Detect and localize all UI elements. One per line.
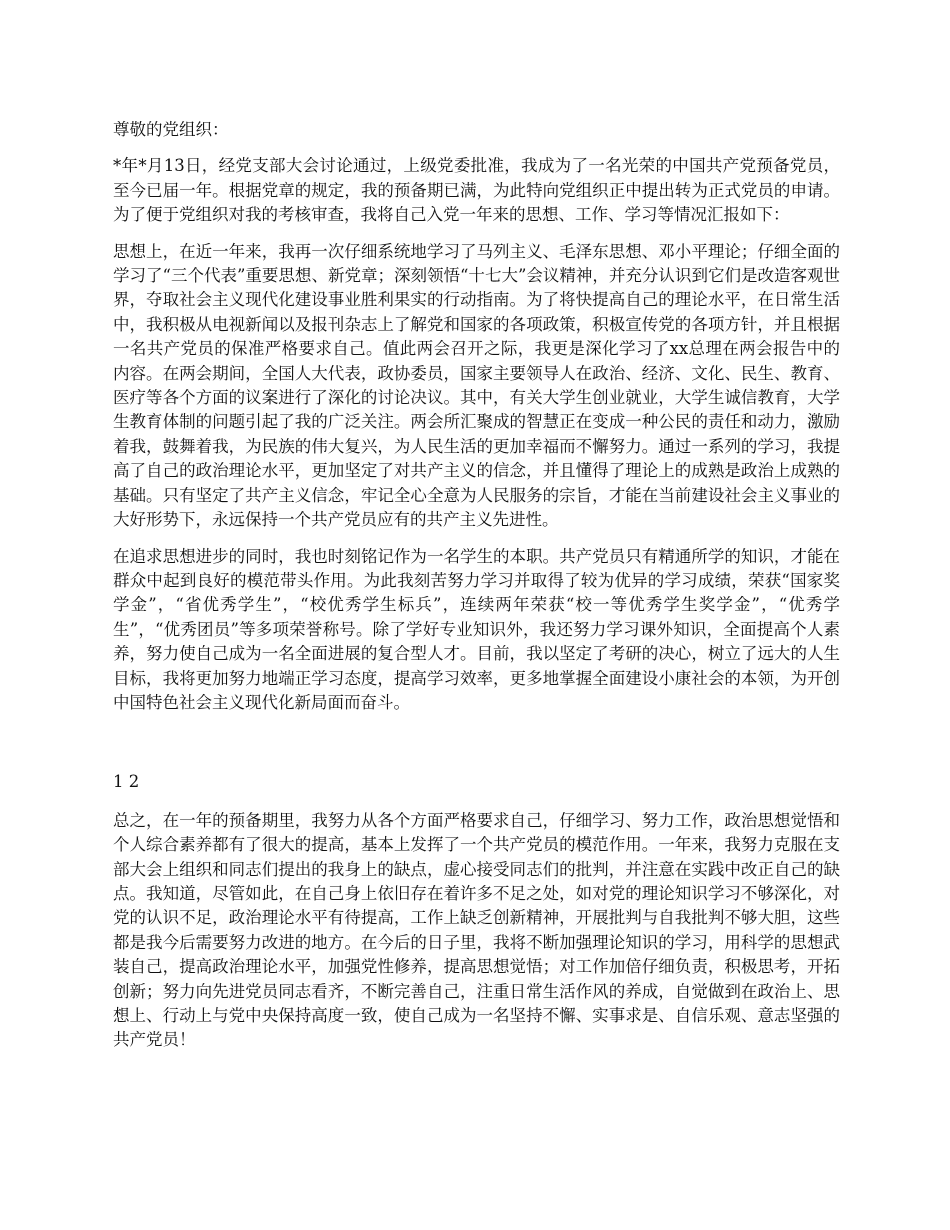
page-number: 1 2 (113, 772, 140, 792)
salutation: 尊敬的党组织： (113, 120, 229, 139)
paragraph-ideology: 思想上，在近一年来，我再一次仔细系统地学习了马列主义、毛泽东思想、邓小平理论；仔细全面的学习了“三个代表”重要思想、新党章；深刻领悟“十七大”会议精神，并充分认识到它们是改造客观世界，夺取社会主义现代化建设事业胜利果实的行动指南。为了将快提高自己的理论水平，在日常生活中，我积极从电视新闻以及报刊杂志上了解党和国家的各项政策，积极宣传党的各项方针，并且根据一名共产党员的保准严格要求自己。值此两会召开之际，我更是深化学习了xx总理在两会报告中的内容。在两会期间，全国人大代表，政协委员，国家主要领导人在政治、经济、文化、民生、教育、医疗等各个方面的议案进行了深化的讨论决议。其中，有关大学生创业就业，大学生诚信教育，大学生教育体制的问题引起了我的广泛关注。两会所汇聚成的智慧正在变成一种公民的责任和动力，激励着我，鼓舞着我，为民族的伟大复兴，为人民生活的更加幸福而不懈努力。通过一系列的学习，我提高了自己的政治理论水平，更加坚定了对共产主义的信念，并且懂得了理论上的成熟是政治上成熟的基础。只有坚定了共产主义信念，牢记全心全意为人民服务的宗旨，才能在当前建设社会主义事业的大好形势下，永远保持一个共产党员应有的共产主义先进性。 (113, 241, 840, 530)
paragraph-summary: 总之，在一年的预备期里，我努力从各个方面严格要求自己，仔细学习、努力工作，政治思想觉悟和个人综合素养都有了很大的提高，基本上发挥了一个共产党员的模范作用。一年来，我努力克服在支部大会上组织和同志们提出的我身上的缺点，虚心接受同志们的批判，并注意在实践中改正自己的缺点。我知道，尽管如此，在自己身上依旧存在着许多不足之处，如对党的理论知识学习不够深化，对党的认识不足，政治理论水平有待提高，工作上缺乏创新精神，开展批判与自我批判不够大胆，这些都是我今后需要努力改进的地方。在今后的日子里，我将不断加强理论知识的学习，用科学的思想武装自己，提高政治理论水平，加强党性修养，提高思想觉悟；对工作加倍仔细负责，积极思考，开拓创新；努力向先进党员同志看齐，不断完善自己，注重日常生活作风的养成，自觉做到在政治上、思想上、行动上与党中央保持高度一致，使自己成为一名坚持不懈、实事求是、自信乐观、意志坚强的共产党员！ (113, 810, 840, 1050)
paragraph-study: 在追求思想进步的同时，我也时刻铭记作为一名学生的本职。共产党员只有精通所学的知识，才能在群众中起到良好的模范带头作用。为此我刻苦努力学习并取得了较为优异的学习成绩，荣获“国家奖学金”，“省优秀学生”，“校优秀学生标兵”，连续两年荣获“校一等优秀学生奖学金”，“优秀学生”，“优秀团员”等多项荣誉称号。除了学好专业知识外，我还努力学习课外知识，全面提高个人素养，努力使自己成为一名全面进展的复合型人才。目前，我以坚定了考研的决心，树立了远大的人生目标，我将更加努力地端正学习态度，提高学习效率，更多地掌握全面建设小康社会的本领，为开创中国特色社会主义现代化新局面而奋斗。 (113, 546, 840, 712)
paragraph-intro: *年*月13日，经党支部大会讨论通过，上级党委批准，我成为了一名光荣的中国共产党预备党员，至今已届一年。根据党章的规定，我的预备期已满，为此特向党组织正中提出转为正式党员的申请。为了便于党组织对我的考核审查，我将自己入党一年来的思想、工作、学习等情况汇报如下： (113, 156, 840, 225)
document-page (113, 118, 840, 1053)
